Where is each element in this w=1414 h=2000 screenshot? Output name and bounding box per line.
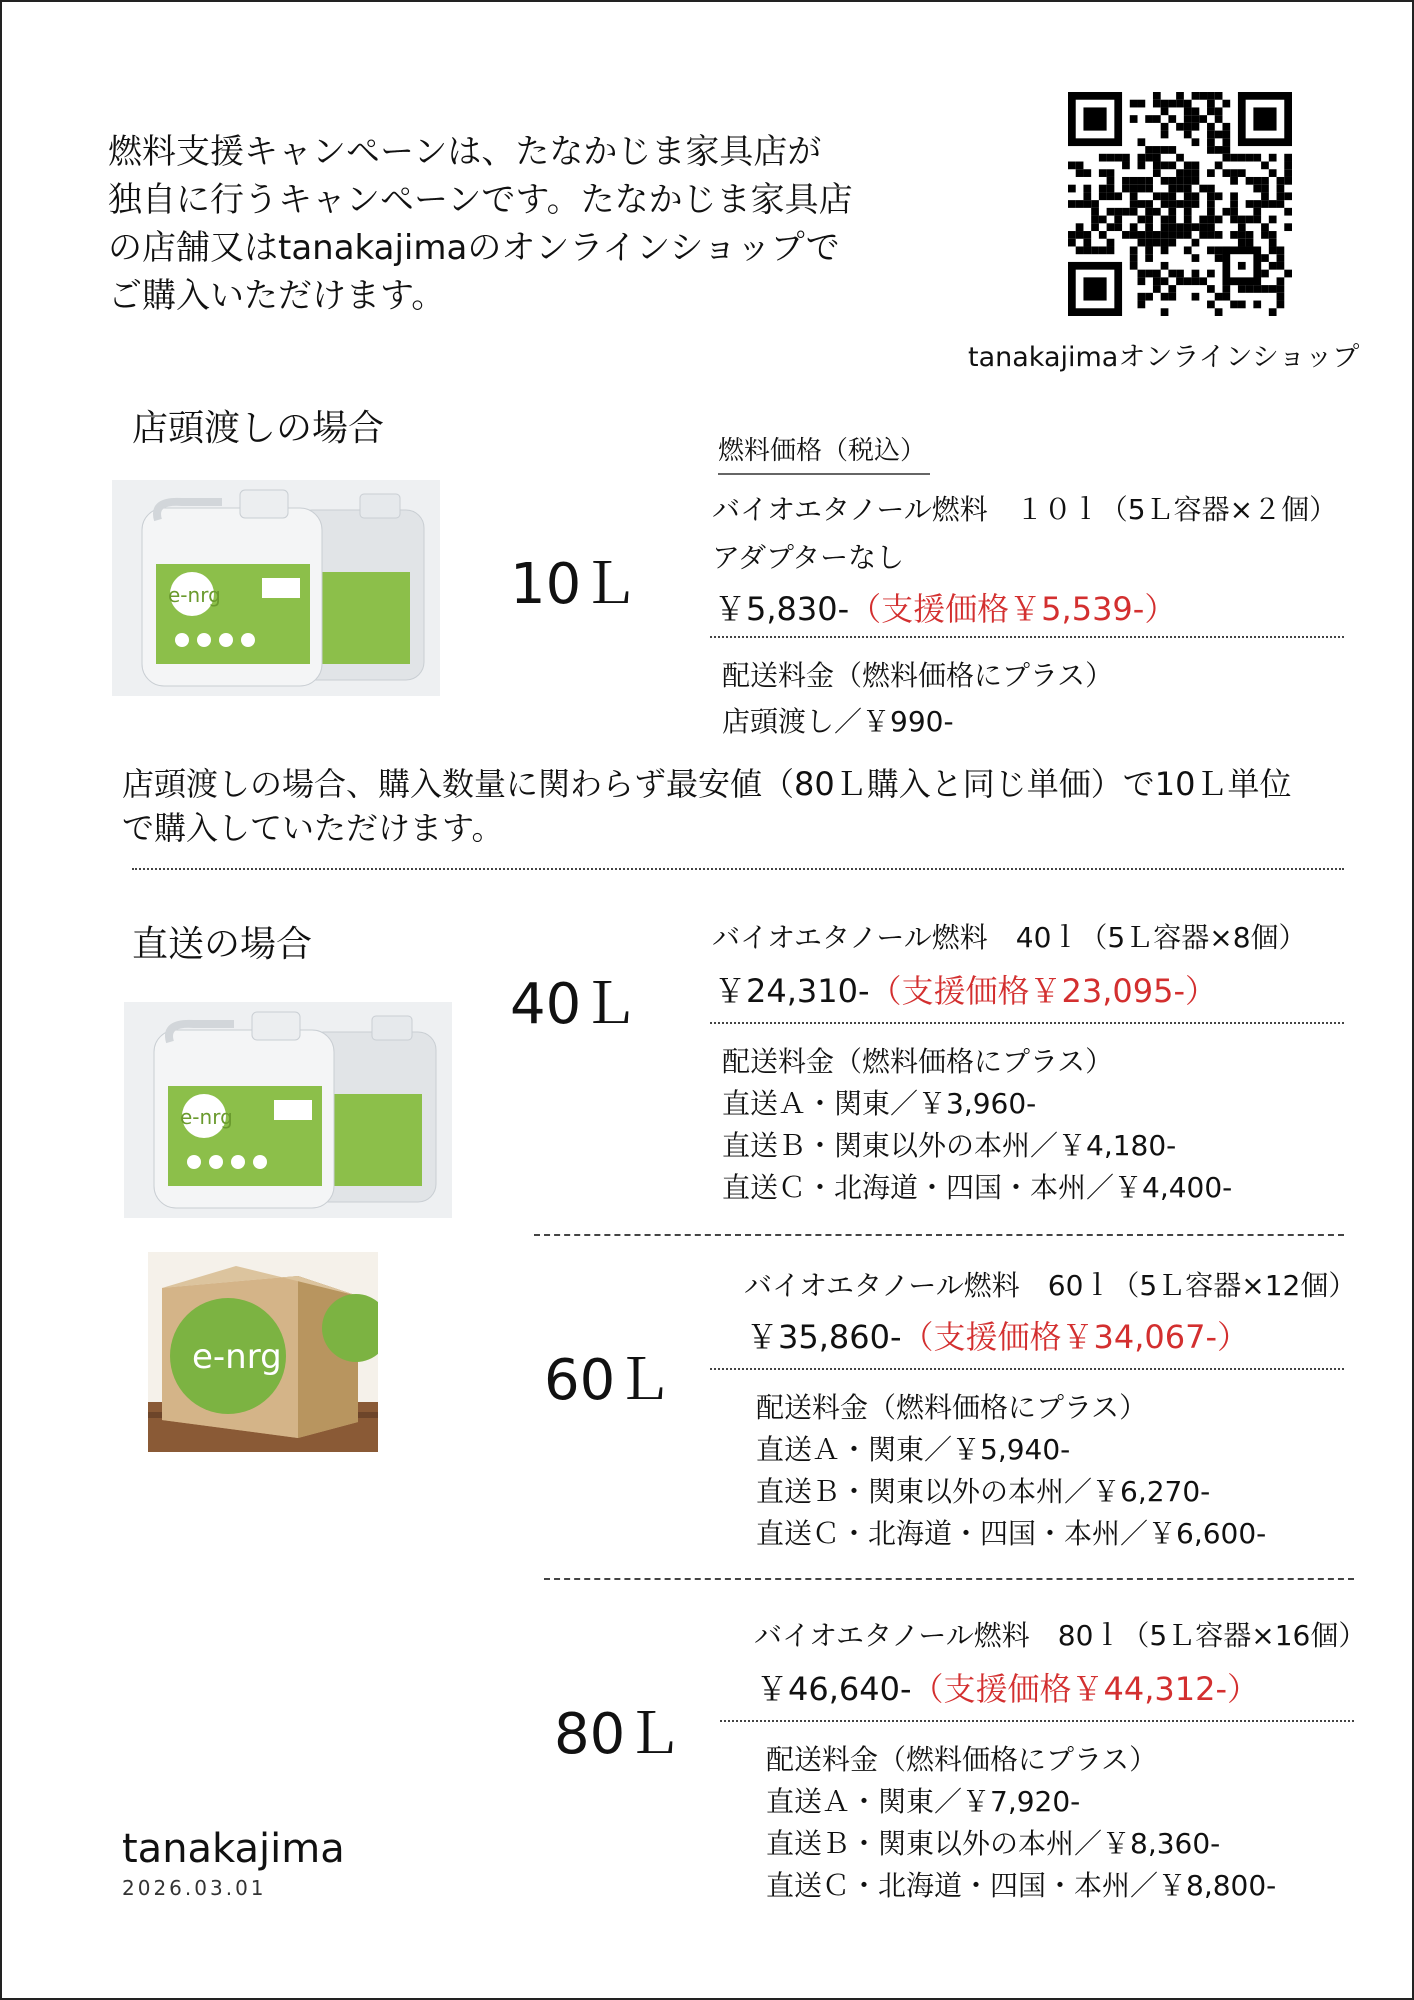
product-line: バイオエタノール燃料 60ｌ（5Ｌ容器×12個） — [744, 1269, 1357, 1302]
section-divider — [132, 868, 1344, 870]
shipping-header: 配送料金（燃料価格にプラス） — [756, 1391, 1148, 1424]
shipping-line: 直送Ｂ・関東以外の本州／￥8,360- — [766, 1827, 1221, 1860]
shipping-line: 直送Ｃ・北海道・四国・本州／￥4,400- — [722, 1171, 1233, 1204]
note-line: 店頭渡しの場合、購入数量に関わらず最安値（80Ｌ購入と同じ単価）で10Ｌ単位 — [122, 765, 1292, 803]
volume-label-60l: 60Ｌ — [544, 1348, 672, 1413]
shipping-line: 直送Ｃ・北海道・四国・本州／￥8,800- — [766, 1869, 1277, 1902]
dotted-divider — [710, 636, 1344, 638]
dashed-divider — [544, 1578, 1354, 1580]
jug-brand-label: e-nrg — [180, 1105, 233, 1129]
support-price: （支援価格￥23,095-） — [869, 972, 1218, 1010]
shipping-line: 直送Ａ・関東／￥3,960- — [722, 1087, 1037, 1120]
shipping-header: 配送料金（燃料価格にプラス） — [766, 1743, 1158, 1776]
brand-name: tanakajima — [122, 1826, 345, 1872]
price-row — [714, 966, 1217, 1012]
price-header: 燃料価格（税込） — [718, 430, 930, 475]
shipping-header: 配送料金（燃料価格にプラス） — [722, 659, 1114, 692]
shipping-line: 直送Ｂ・関東以外の本州／￥4,180- — [722, 1129, 1177, 1162]
adapter-line: アダプターなし — [712, 541, 905, 574]
product-line: バイオエタノール燃料 40ｌ（5Ｌ容器×8個） — [712, 921, 1307, 954]
intro-paragraph — [108, 128, 853, 320]
shipping-line: 直送Ｂ・関東以外の本州／￥6,270- — [756, 1475, 1211, 1508]
support-price: （支援価格￥44,312-） — [911, 1670, 1260, 1708]
regular-price: ￥35,860- — [746, 1318, 902, 1356]
price-row — [714, 584, 1176, 630]
shipping-line: 直送Ａ・関東／￥5,940- — [756, 1433, 1071, 1466]
product-line: バイオエタノール燃料 １０ｌ（5Ｌ容器×２個） — [712, 493, 1338, 526]
issue-date: 2026.03.01 — [122, 1876, 267, 1900]
product-image-jugs — [112, 480, 440, 696]
product-image-jugs-direct — [124, 1002, 452, 1218]
intro-line: 独自に行うキャンペーンです。たなかじま家具店 — [108, 180, 853, 220]
intro-line: の店舗又はtanakajimaのオンラインショップで — [108, 228, 840, 268]
volume-label-10l: 10Ｌ — [510, 552, 638, 617]
dashed-divider — [534, 1234, 1344, 1236]
pickup-note — [122, 762, 1291, 850]
qr-label: tanakajimaオンラインショップ — [968, 342, 1360, 373]
support-price: （支援価格￥34,067-） — [901, 1318, 1250, 1356]
regular-price: ￥46,640- — [756, 1670, 912, 1708]
volume-label-80l: 80Ｌ — [554, 1702, 682, 1767]
shipping-line: 店頭渡し／￥990- — [722, 705, 954, 738]
intro-line: 燃料支援キャンペーンは、たなかじま家具店が — [108, 132, 822, 172]
regular-price: ￥5,830- — [714, 590, 850, 628]
product-line: バイオエタノール燃料 80ｌ（5Ｌ容器×16個） — [754, 1619, 1367, 1652]
box-brand-label: e-nrg — [192, 1337, 282, 1377]
note-line: で購入していただけます。 — [122, 809, 504, 847]
direct-section-title: 直送の場合 — [132, 924, 313, 965]
price-row — [746, 1312, 1249, 1358]
dotted-divider — [710, 1368, 1344, 1370]
jug-brand-label: e-nrg — [168, 583, 221, 607]
shipping-header: 配送料金（燃料価格にプラス） — [722, 1045, 1114, 1078]
pickup-section-title: 店頭渡しの場合 — [132, 408, 385, 449]
qr-code-icon[interactable] — [1068, 92, 1292, 316]
regular-price: ￥24,310- — [714, 972, 870, 1010]
volume-label-40l: 40Ｌ — [510, 972, 638, 1037]
support-price: （支援価格￥5,539-） — [849, 590, 1177, 628]
shipping-line: 直送Ａ・関東／￥7,920- — [766, 1785, 1081, 1818]
shipping-line: 直送Ｃ・北海道・四国・本州／￥6,600- — [756, 1517, 1267, 1550]
dotted-divider — [710, 1022, 1344, 1024]
intro-line: ご購入いただけます。 — [108, 276, 446, 316]
dotted-divider — [720, 1720, 1354, 1722]
product-image-box — [148, 1252, 378, 1452]
price-row — [756, 1664, 1259, 1710]
